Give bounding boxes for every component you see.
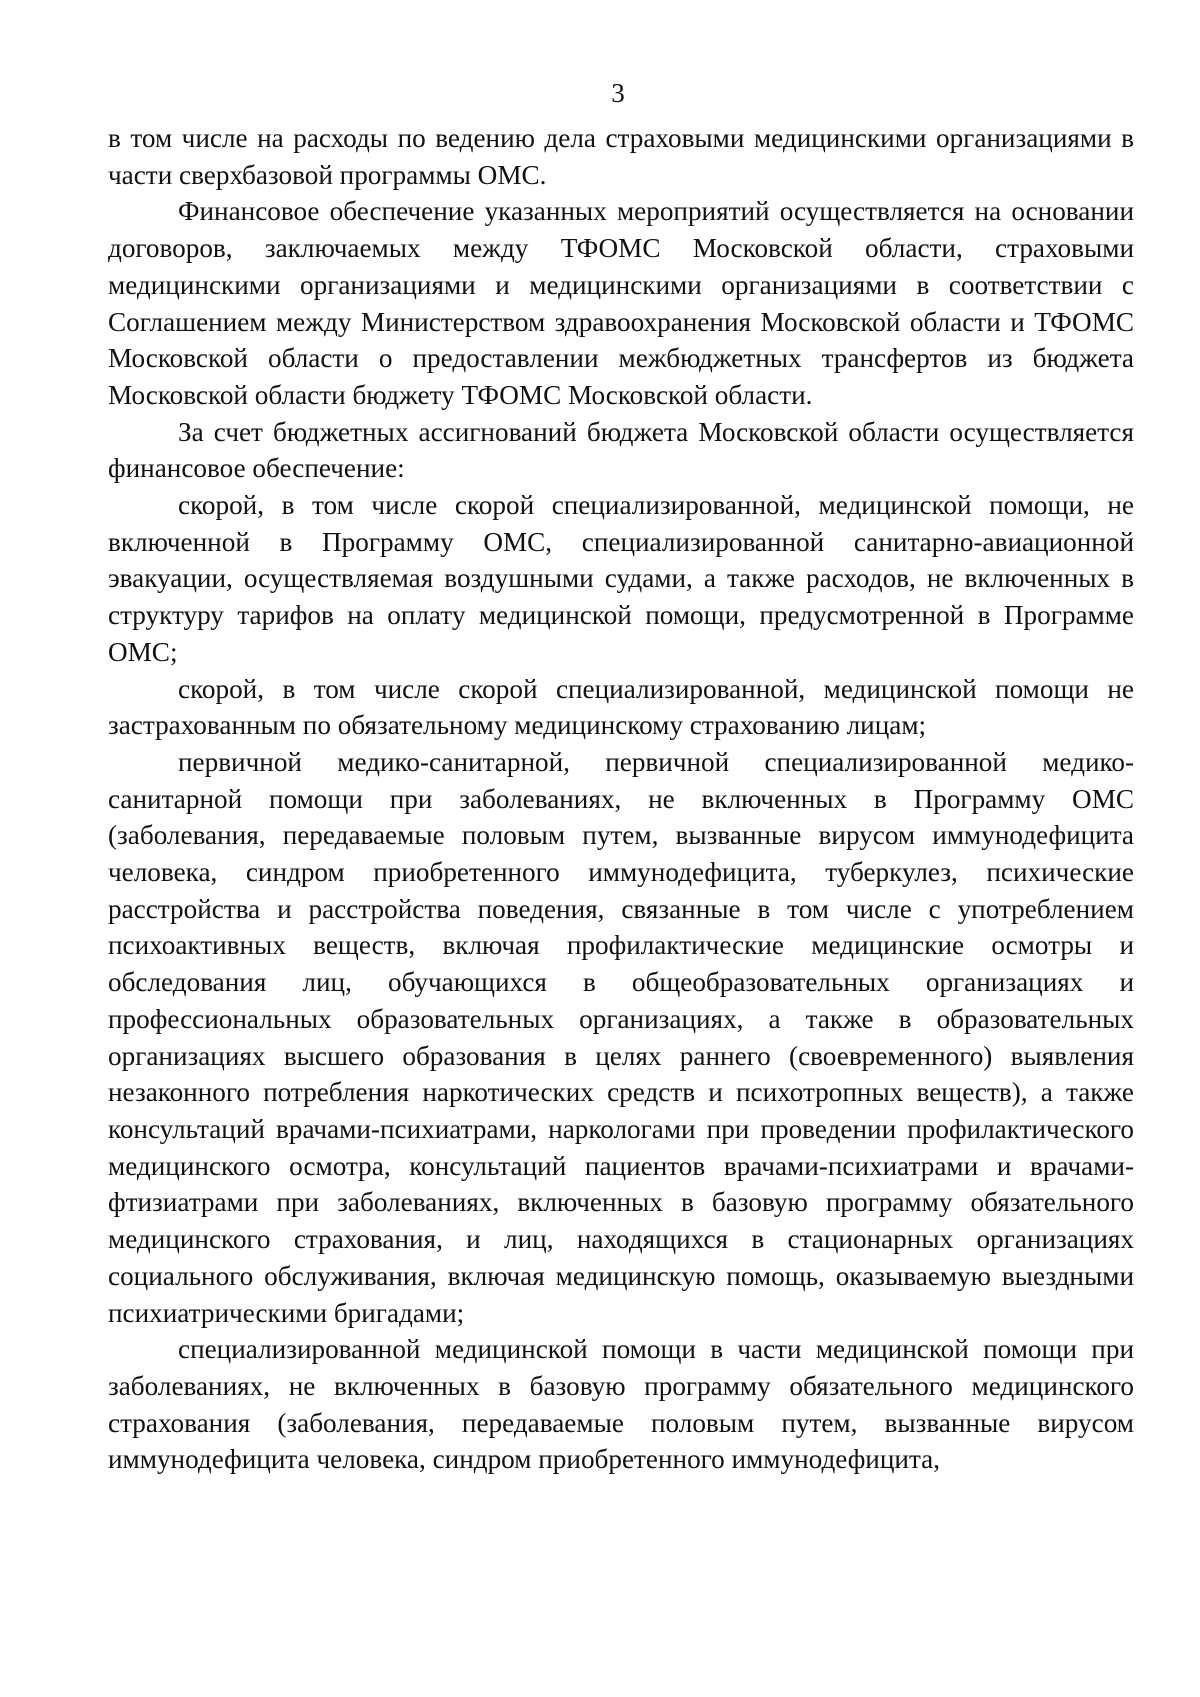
- paragraph-emergency-care: скорой, в том числе скорой специализированной, медицинской помощи, не включенной в Программу ОМС, специализированной санитарно-авиационной эвакуации, осуществляемая воздушными судами, а также расходов, не включенных в структуру тарифов на оплату медицинской помощи, предусмотренной в Программе ОМС;: [108, 490, 1134, 667]
- paragraph-specialized-care: специализированной медицинской помощи в части медицинской помощи при заболеваниях, не включенных в базовую программу обязательного медицинского страхования (заболевания, передаваемые половым путем, вызванные вирусом иммунодефицита человека, синдром приобретенного иммунодефицита,: [108, 1334, 1134, 1475]
- paragraph-budget-intro: За счет бюджетных ассигнований бюджета Московской области осуществляется финансовое обеспечение:: [108, 416, 1134, 484]
- document-body: [108, 120, 1134, 1478]
- paragraph-continuation: в том числе на расходы по ведению дела страховыми медицинскими организациями в части сверхбазовой программы ОМС.: [108, 123, 1134, 190]
- paragraph-primary-care: первичной медико-санитарной, первичной специализированной медико-санитарной помощи при заболеваниях, не включенных в Программу ОМС (заболевания, передаваемые половым путем, вызванные вирусом иммунодефицита человека, синдром приобретенного иммунодефицита, туберкулез, психические расстройства и расстройства поведения, связанные в том числе с употреблением психоактивных веществ, включая профилактические медицинские осмотры и обследования лиц, обучающихся в общеобразовательных организациях и профессиональных образовательных организациях, а также в образовательных организациях высшего образования в целях раннего (своевременного) выявления незаконного потребления наркотических средств и психотропных веществ), а также консультаций врачами-психиатрами, наркологами при проведении профилактического медицинского осмотра, консультаций пациентов врачами-психиатрами и врачами-фтизиатрами при заболеваниях, включенных в базовую программу обязательного медицинского страхования, и лиц, находящихся в стационарных организациях социального обслуживания, включая медицинскую помощь, оказываемую выездными психиатрическими бригадами;: [108, 746, 1134, 1328]
- paragraph-uninsured-emergency: скорой, в том числе скорой специализированной, медицинской помощи не застрахованным по обязательному медицинскому страхованию лицам;: [108, 673, 1134, 741]
- paragraph-financing-basis: Финансовое обеспечение указанных мероприятий осуществляется на основании договоров, заключаемых между ТФОМС Московской области, страховыми медицинскими организациями и медицинскими организациями в соответствии с Соглашением между Министерством здравоохранения Московской области и ТФОМС Московской области о предоставлении межбюджетных трансфертов из бюджета Московской области бюджету ТФОМС Московской области.: [108, 196, 1134, 410]
- page-number: 3: [611, 78, 625, 108]
